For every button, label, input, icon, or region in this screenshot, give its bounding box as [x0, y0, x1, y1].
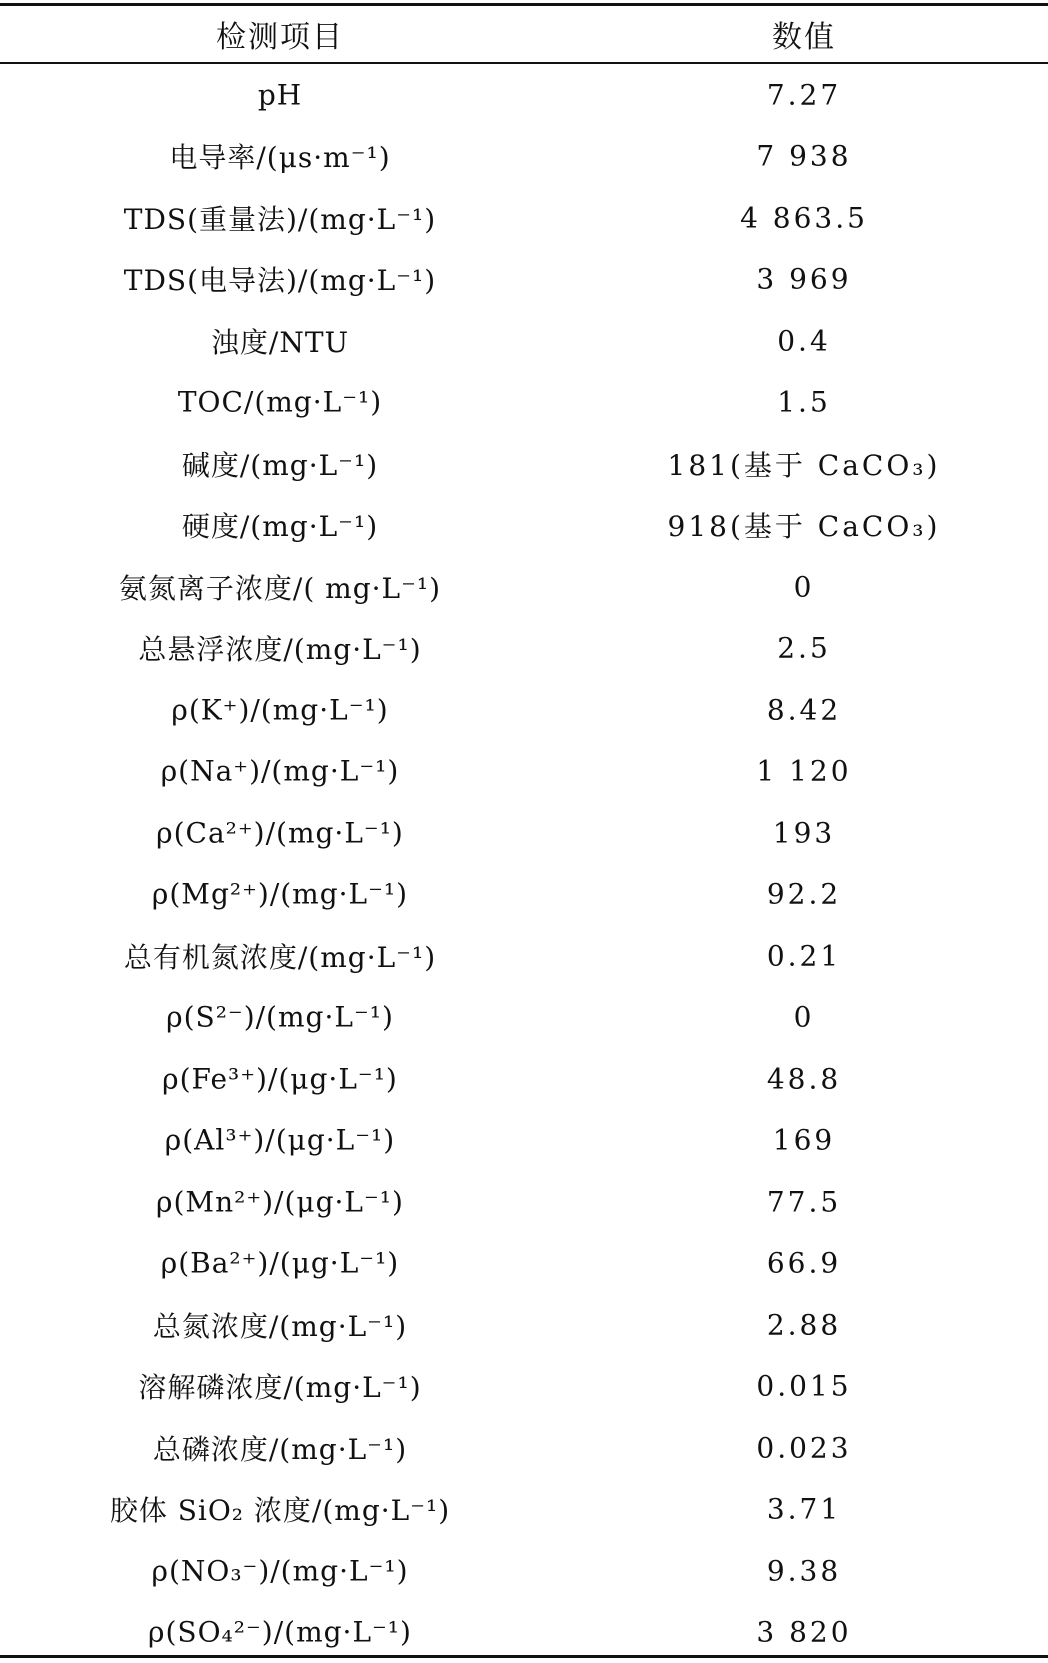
- table-row: [0, 1602, 1048, 1663]
- item-cell: 氨氮离子浓度/( mg·L⁻¹): [0, 567, 560, 607]
- value-cell: 169: [560, 1124, 1048, 1157]
- table-row: [0, 741, 1048, 803]
- table-row: [0, 433, 1048, 495]
- table-row: [0, 1110, 1048, 1172]
- item-cell: ρ(NO₃⁻)/(mg·L⁻¹): [0, 1554, 560, 1587]
- item-cell: ρ(Ba²⁺)/(μg·L⁻¹): [0, 1247, 560, 1280]
- item-cell: TDS(重量法)/(mg·L⁻¹): [0, 198, 560, 238]
- value-cell: 7 938: [560, 140, 1048, 173]
- item-cell: ρ(Mg²⁺)/(mg·L⁻¹): [0, 878, 560, 911]
- table-row: [0, 64, 1048, 126]
- item-cell: ρ(Al³⁺)/(μg·L⁻¹): [0, 1124, 560, 1157]
- item-cell: 总有机氮浓度/(mg·L⁻¹): [0, 936, 560, 976]
- value-cell: 3 820: [560, 1616, 1048, 1649]
- table-row: [0, 1356, 1048, 1418]
- item-cell: ρ(Na⁺)/(mg·L⁻¹): [0, 755, 560, 788]
- item-cell: 总氮浓度/(mg·L⁻¹): [0, 1305, 560, 1345]
- table-row: [0, 187, 1048, 249]
- table-row: [0, 1294, 1048, 1356]
- value-cell: 2.5: [560, 632, 1048, 665]
- value-cell: 181(基于 CaCO₃): [560, 444, 1048, 484]
- table-row: [0, 1233, 1048, 1295]
- table-row: [0, 1417, 1048, 1479]
- table-row: [0, 249, 1048, 311]
- item-cell: pH: [0, 78, 560, 111]
- value-cell: 77.5: [560, 1185, 1048, 1218]
- value-cell: 2.88: [560, 1308, 1048, 1341]
- item-cell: ρ(Fe³⁺)/(μg·L⁻¹): [0, 1062, 560, 1095]
- table-row: [0, 1540, 1048, 1602]
- item-cell: 溶解磷浓度/(mg·L⁻¹): [0, 1366, 560, 1406]
- table-row: [0, 679, 1048, 741]
- table-body: [0, 64, 1048, 1663]
- value-cell: 193: [560, 816, 1048, 849]
- item-cell: ρ(K⁺)/(mg·L⁻¹): [0, 693, 560, 726]
- item-cell: 硬度/(mg·L⁻¹): [0, 505, 560, 545]
- item-cell: 电导率/(μs·m⁻¹): [0, 136, 560, 176]
- table-row: [0, 372, 1048, 434]
- value-cell: 0.023: [560, 1431, 1048, 1464]
- value-cell: 0.015: [560, 1370, 1048, 1403]
- value-cell: 0.21: [560, 939, 1048, 972]
- table-row: [0, 310, 1048, 372]
- item-cell: ρ(SO₄²⁻)/(mg·L⁻¹): [0, 1616, 560, 1649]
- table-row: [0, 618, 1048, 680]
- table-row: [0, 495, 1048, 557]
- table-row: [0, 1171, 1048, 1233]
- table-bottom-rule: [0, 1655, 1048, 1658]
- item-cell: 总磷浓度/(mg·L⁻¹): [0, 1428, 560, 1468]
- item-cell: ρ(Mn²⁺)/(μg·L⁻¹): [0, 1185, 560, 1218]
- value-cell: 7.27: [560, 78, 1048, 111]
- table-row: [0, 1479, 1048, 1541]
- value-cell: 1 120: [560, 755, 1048, 788]
- value-cell: 0: [560, 1001, 1048, 1034]
- value-cell: 4 863.5: [560, 201, 1048, 234]
- value-cell: 8.42: [560, 693, 1048, 726]
- table-row: [0, 556, 1048, 618]
- value-cell: 66.9: [560, 1247, 1048, 1280]
- item-cell: TOC/(mg·L⁻¹): [0, 386, 560, 419]
- value-cell: 918(基于 CaCO₃): [560, 505, 1048, 545]
- table-row: [0, 126, 1048, 188]
- item-cell: ρ(Ca²⁺)/(mg·L⁻¹): [0, 816, 560, 849]
- table-row: [0, 802, 1048, 864]
- item-cell: TDS(电导法)/(mg·L⁻¹): [0, 259, 560, 299]
- item-cell: ρ(S²⁻)/(mg·L⁻¹): [0, 1001, 560, 1034]
- item-cell: 浊度/NTU: [0, 321, 560, 361]
- header-item: 检测项目: [0, 12, 560, 56]
- value-cell: 0: [560, 570, 1048, 603]
- value-cell: 1.5: [560, 386, 1048, 419]
- value-cell: 9.38: [560, 1554, 1048, 1587]
- item-cell: 碱度/(mg·L⁻¹): [0, 444, 560, 484]
- table-row: [0, 925, 1048, 987]
- item-cell: 总悬浮浓度/(mg·L⁻¹): [0, 628, 560, 668]
- header-value: 数值: [560, 12, 1048, 56]
- table-row: [0, 1048, 1048, 1110]
- value-cell: 3.71: [560, 1493, 1048, 1526]
- value-cell: 92.2: [560, 878, 1048, 911]
- table-header-row: [0, 6, 1048, 62]
- table-row: [0, 864, 1048, 926]
- value-cell: 3 969: [560, 263, 1048, 296]
- value-cell: 48.8: [560, 1062, 1048, 1095]
- value-cell: 0.4: [560, 324, 1048, 357]
- table-row: [0, 987, 1048, 1049]
- item-cell: 胶体 SiO₂ 浓度/(mg·L⁻¹): [0, 1489, 560, 1529]
